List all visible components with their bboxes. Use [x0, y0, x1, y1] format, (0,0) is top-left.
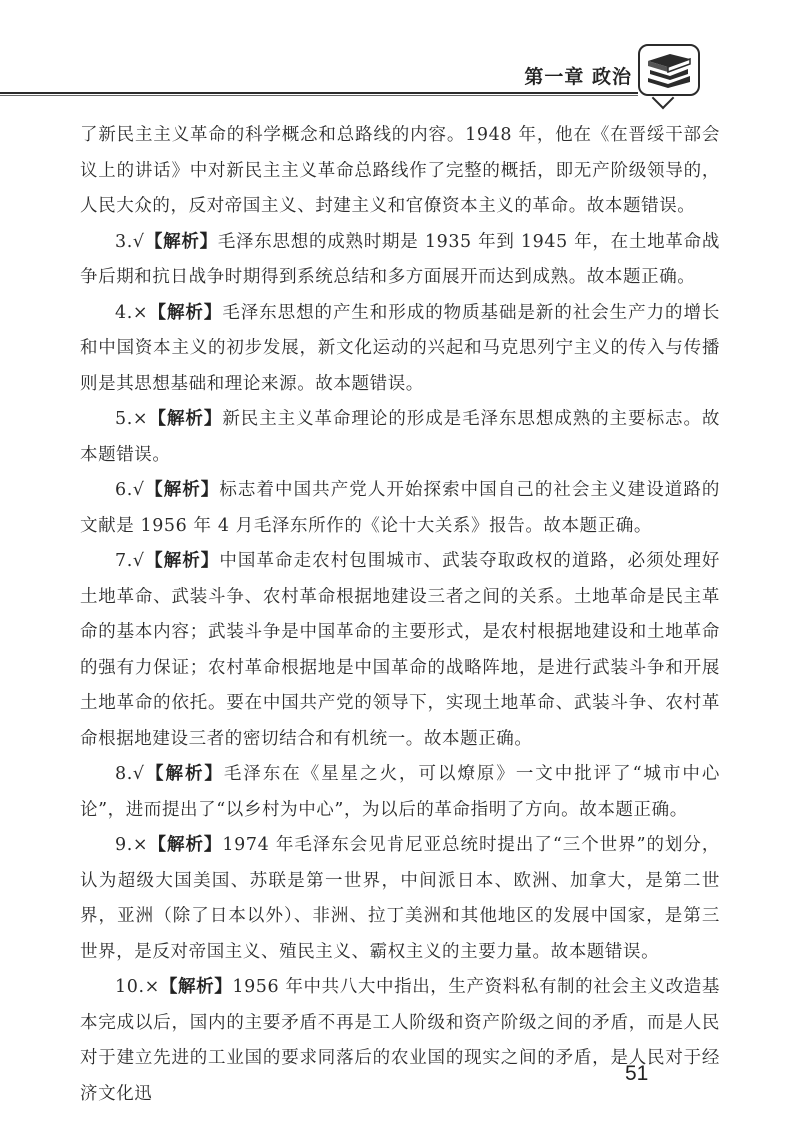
header-rule-thin: [0, 95, 638, 96]
answer-mark: √: [132, 480, 145, 500]
answer-number: 9.: [115, 835, 133, 855]
answer-number: 3.: [115, 231, 133, 252]
analysis-tag: 【解析】: [144, 551, 220, 571]
answer-6: [80, 473, 720, 544]
answer-text: 新民主主义革命理论的形成是毛泽东思想成熟的主要标志。故本题错误。: [80, 409, 721, 465]
answer-mark: ×: [132, 409, 149, 429]
answer-mark: √: [132, 231, 145, 252]
answer-text: 中国革命走农村包围城市、武装夺取政权的道路，必须处理好土地革命、武装斗争、农村革命根据地建设三者之间的关系。土地革命是民主革命的基本内容；武装斗争是中国革命的主要形式，是农村根据地建设和土地革命的强有力保证；农村革命根据地是中国革命的战略阵地，是进行武装斗争和开展土地革命的依托。要在中国共产党的领导下，实现土地革命、武装斗争、农村革命根据地建设三者的密切结合和有机统一。故本题正确。: [80, 551, 720, 749]
analysis-tag: 【解析】: [148, 409, 223, 429]
answer-text: 毛泽东思想的产生和形成的物质基础是新的社会生产力的增长和中国资本主义的初步发展，新文化运动的兴起和马克思列宁主义的传入与传播则是其思想基础和理论来源。故本题错误。: [80, 302, 721, 394]
page-number: 51: [625, 1062, 649, 1085]
answer-8: [80, 757, 720, 828]
answer-text: 1974 年毛泽东会见肯尼亚总统时提出了“三个世界”的划分，认为超级大国美国、苏联是第一世界，中间派日本、欧洲、加拿大，是第二世界，亚洲（除了日本以外）、非洲、拉丁美洲和其他地区的发展中国家，是第三世界，是反对帝国主义、殖民主义、霸权主义的主要力量。故本题错误。: [80, 835, 720, 962]
answer-7: [80, 544, 720, 757]
answer-number: 6.: [115, 480, 133, 500]
answer-text: 标志着中国共产党人开始探索中国自己的社会主义建设道路的文献是 1956 年 4 月毛泽东所作的《论十大关系》报告。故本题正确。: [80, 480, 720, 536]
analysis-tag: 【解析】: [144, 764, 224, 784]
answer-number: 7.: [115, 551, 133, 571]
analysis-tag: 【解析】: [148, 302, 223, 323]
answer-number: 4.: [115, 302, 133, 323]
answer-text: 毛泽东在《星星之火，可以燎原》一文中批评了“城市中心论”，进而提出了“以乡村为中心”，为以后的革命指明了方向。故本题正确。: [80, 764, 720, 820]
chapter-title: 第一章 政治: [524, 66, 632, 88]
answer-mark: √: [132, 551, 145, 571]
analysis-tag: 【解析】: [144, 231, 218, 252]
analysis-tag: 【解析】: [144, 480, 220, 500]
answer-4: [80, 296, 720, 403]
answer-mark: ×: [132, 302, 149, 323]
answer-number: 10.: [115, 977, 145, 997]
answer-text: 1956 年中共八大中指出，生产资料私有制的社会主义改造基本完成以后，国内的主要矛盾不再是工人阶级和资产阶级之间的矛盾，而是人民对于建立先进的工业国的要求同落后的农业国的现实之间的矛盾，是人民对于经济文化迅: [80, 977, 720, 1104]
answer-3: [80, 225, 720, 296]
intro-paragraph: 了新民主主义革命的科学概念和总路线的内容。1948 年，他在《在晋绥干部会议上的讲话》中对新民主主义革命总路线作了完整的概括，即无产阶级领导的，人民大众的，反对帝国主义、封建主义和官僚资本主义的革命。故本题错误。: [80, 125, 720, 216]
answer-content: [80, 118, 720, 1112]
answer-mark: ×: [132, 835, 149, 855]
answer-mark: √: [132, 764, 145, 784]
answer-mark: ×: [144, 977, 160, 997]
book-stack-icon: [638, 44, 700, 96]
answer-number: 5.: [115, 409, 133, 429]
answer-text: 毛泽东思想的成熟时期是 1935 年到 1945 年，在土地革命战争后期和抗日战争时期得到系统总结和多方面展开而达到成熟。故本题正确。: [80, 231, 720, 287]
answer-5: [80, 402, 720, 473]
analysis-tag: 【解析】: [159, 977, 233, 997]
answer-number: 8.: [115, 764, 133, 784]
answer-9: [80, 828, 720, 970]
page-header: [0, 0, 800, 100]
header-rule: [0, 92, 638, 94]
answer-10: [80, 970, 720, 1112]
analysis-tag: 【解析】: [148, 835, 223, 855]
